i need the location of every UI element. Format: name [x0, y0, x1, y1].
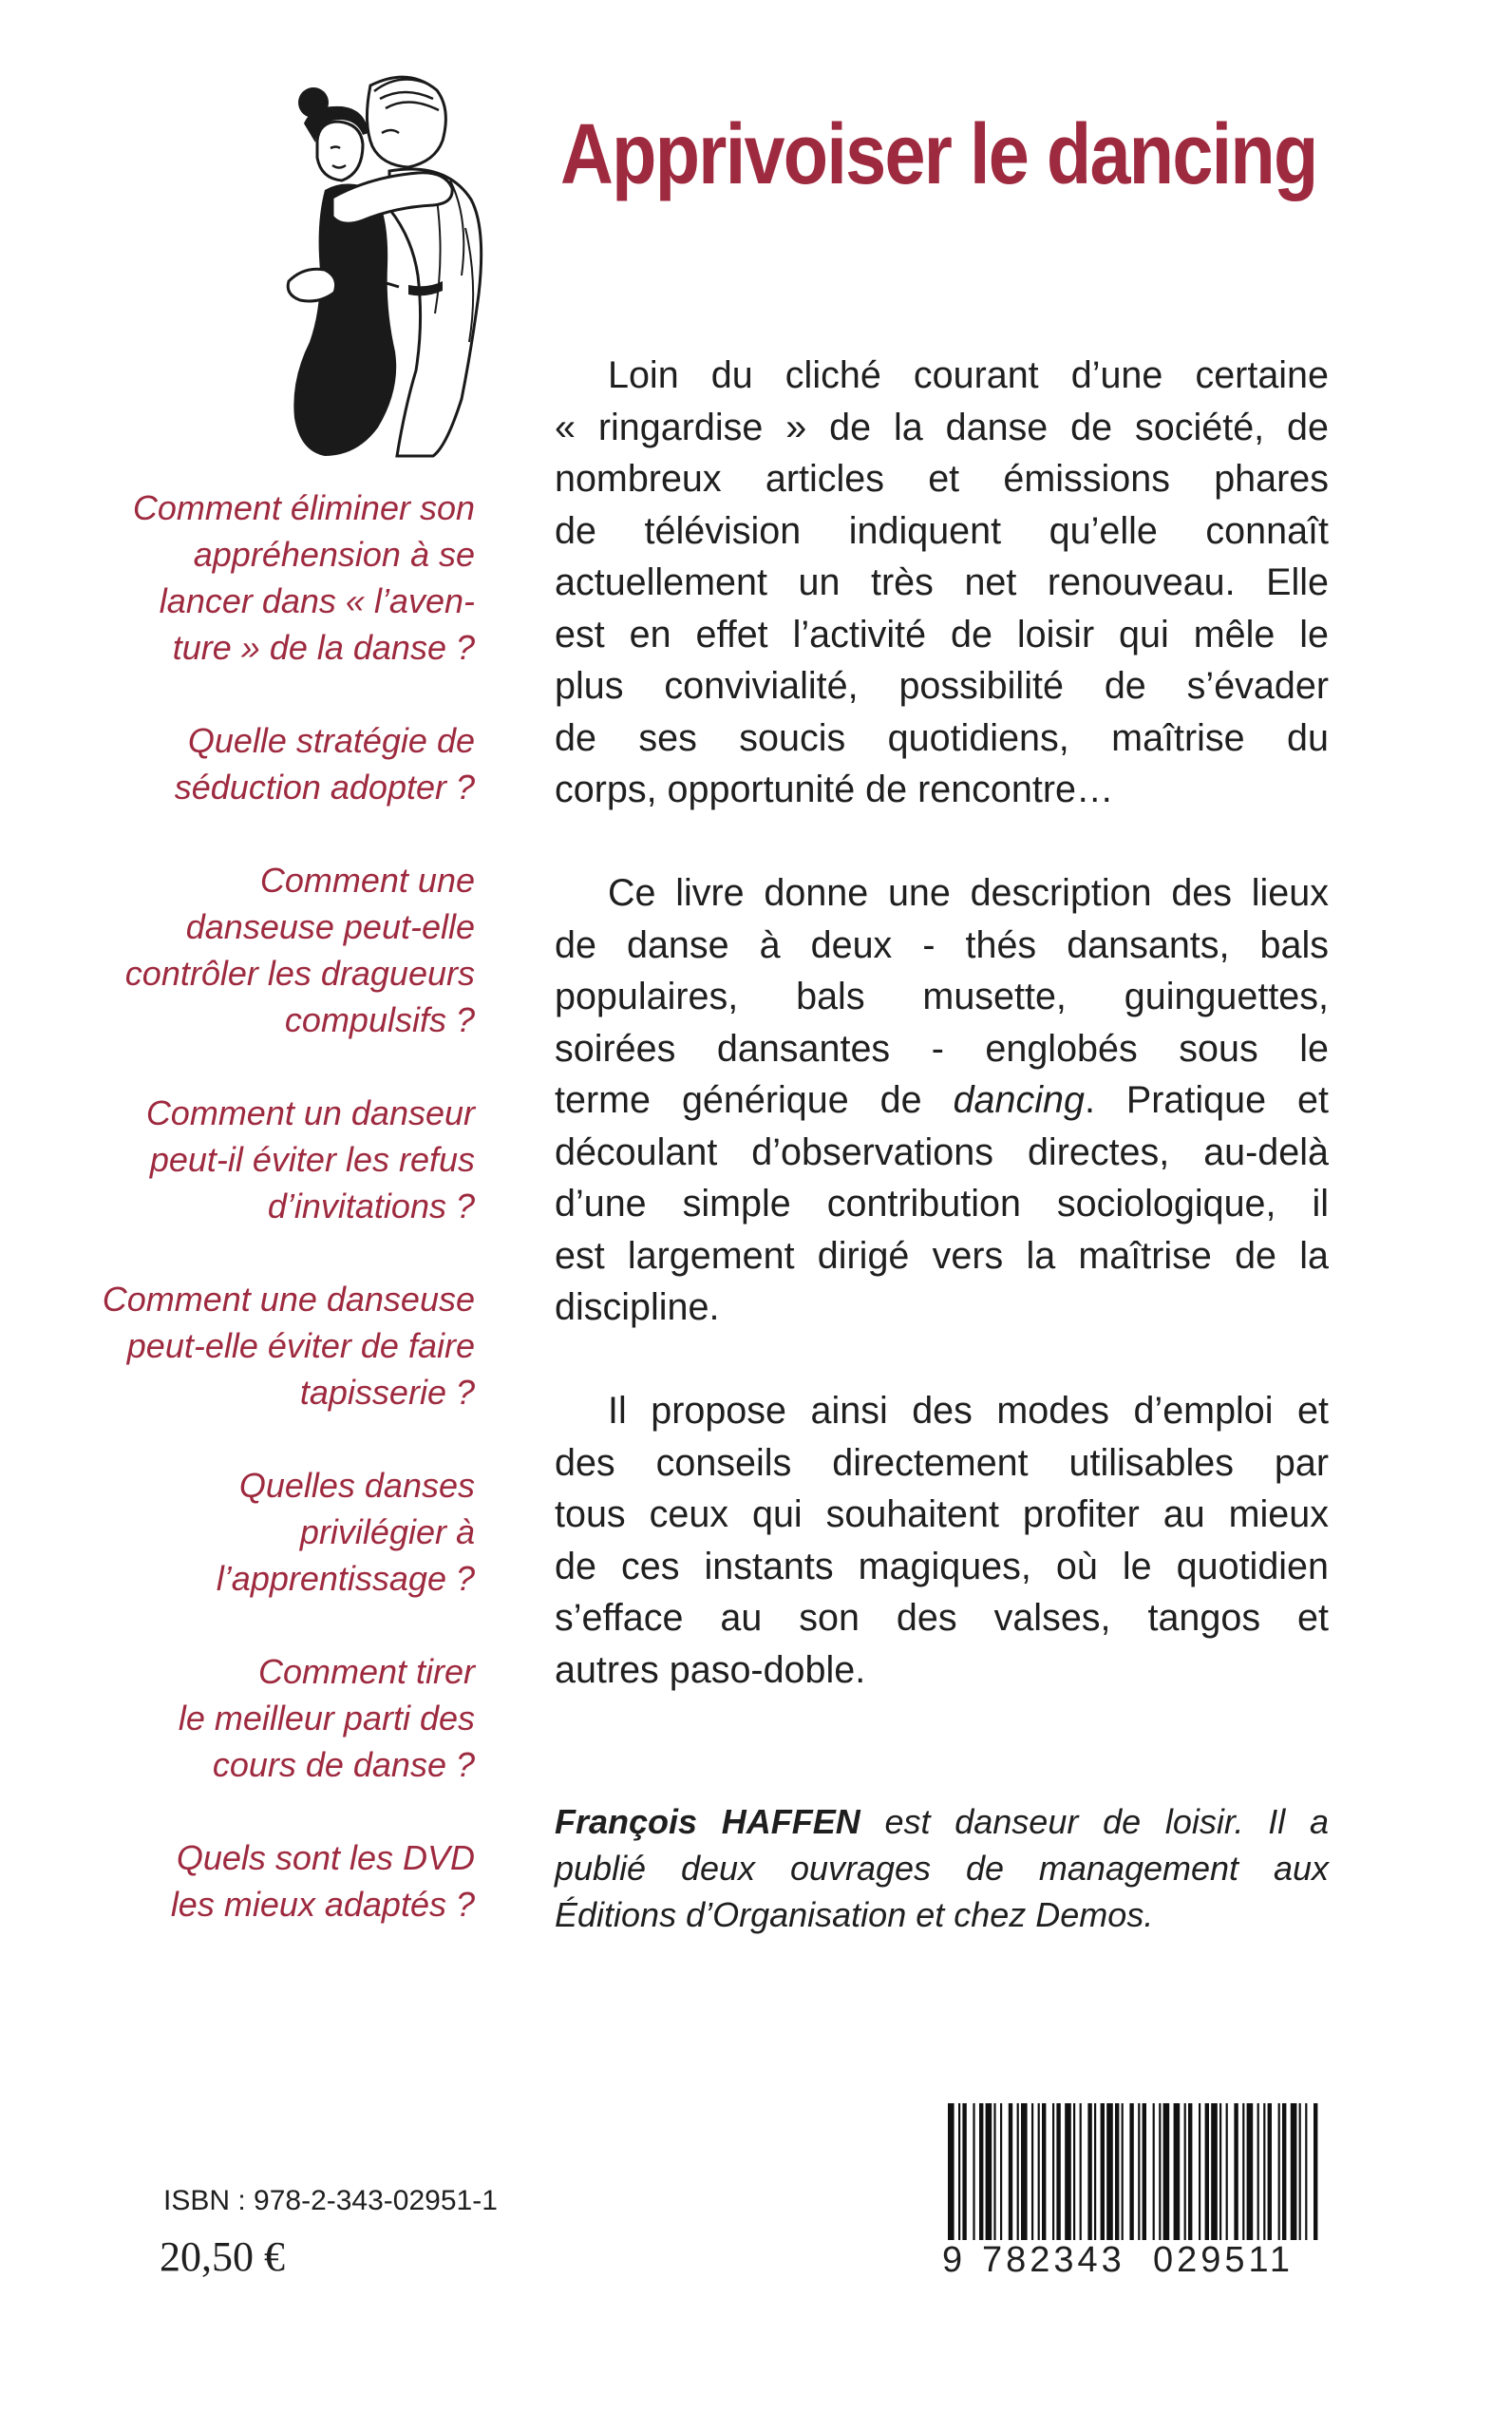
barcode-bar — [1065, 2103, 1071, 2246]
barcode-bar — [1299, 2103, 1301, 2246]
barcode-bar — [1106, 2103, 1113, 2246]
question-line: Quelle stratégie de — [187, 721, 475, 760]
barcode-bar — [1153, 2103, 1155, 2246]
barcode-bar — [1305, 2103, 1307, 2246]
barcode-bar — [1052, 2103, 1054, 2246]
question-line: séduction adopter ? — [174, 768, 475, 807]
barcode-bar — [1017, 2103, 1019, 2246]
question-line: lancer dans « l’aven- — [159, 581, 475, 620]
text-line: de télévision indiquent qu’elle connaît — [555, 509, 1329, 552]
text-line: autres paso-doble. — [555, 1648, 866, 1691]
barcode-first-digit: 9 — [942, 2240, 963, 2280]
author-bio-line: Éditions d’Organisation et chez Demos. — [555, 1895, 1154, 1934]
author-bio-text: est danseur de loisir. Il a — [860, 1802, 1329, 1841]
text-line: des conseils directement utilisables par — [555, 1441, 1329, 1484]
price: 20,50 € — [160, 2233, 285, 2280]
text-line: de danse à deux - thés dansants, bals — [555, 923, 1329, 966]
text-line: discipline. — [555, 1286, 720, 1328]
barcode-bar — [973, 2103, 974, 2246]
question-line: Comment une — [259, 861, 475, 900]
question-list — [95, 484, 475, 1974]
barcode-bar — [986, 2103, 992, 2246]
barcode-bar — [1205, 2103, 1209, 2246]
barcode-bar — [1138, 2103, 1140, 2246]
question-item — [95, 1834, 475, 1928]
barcode-bar — [1143, 2103, 1146, 2246]
barcode-bar — [1278, 2103, 1280, 2246]
text-line: corps, opportunité de rencontre… — [555, 769, 1114, 810]
question-line: appréhension à se — [193, 535, 475, 574]
text-line: de ses soucis quotidiens, maîtrise du — [555, 716, 1329, 759]
question-line: les mieux adaptés ? — [170, 1885, 475, 1924]
barcode-bar — [1174, 2103, 1181, 2246]
barcode-bar — [1031, 2103, 1033, 2246]
barcode-bar — [1042, 2103, 1046, 2246]
question-line: le meilleur parti des — [178, 1699, 475, 1738]
barcode-bar — [1000, 2103, 1002, 2246]
barcode-bar — [1056, 2103, 1060, 2246]
text-line: terme générique de dancing. Pratique et — [555, 1079, 1329, 1121]
question-line: privilégier à — [299, 1512, 475, 1551]
text-line: populaires, bals musette, guinguettes, — [555, 976, 1329, 1017]
barcode-bar — [1184, 2103, 1186, 2246]
barcode-bar — [962, 2103, 966, 2246]
question-line: Comment un danseur — [145, 1093, 475, 1132]
barcode-bar — [979, 2103, 983, 2246]
text-line: actuellement un très net renouveau. Elle — [555, 561, 1329, 603]
barcode-bar — [993, 2103, 995, 2246]
blurb-paragraph — [555, 1385, 1329, 1696]
barcode-bar — [1199, 2103, 1200, 2246]
text-line: nombreux articles et émissions phares — [555, 458, 1329, 500]
author-bio-line — [555, 1798, 1329, 1845]
question-line: Comment une danseuse — [102, 1280, 475, 1319]
barcode-bar — [1247, 2103, 1254, 2246]
text-line: est en effet l’activité de loisir qui mêle le — [555, 613, 1329, 655]
barcode-bar — [1021, 2103, 1028, 2246]
text-line: découlant d’observations directes, au-delà — [555, 1130, 1329, 1173]
barcode-bar — [1263, 2103, 1265, 2246]
barcode-bar — [1268, 2103, 1272, 2246]
text-line: Ce livre donne une description des lieux — [608, 872, 1329, 914]
barcode-bar — [1122, 2103, 1124, 2246]
text-line: plus convivialité, possibilité de s’évader — [555, 665, 1329, 707]
barcode-bar — [1257, 2103, 1259, 2246]
text-line: tous ceux qui souhaitent profiter au mieux — [555, 1493, 1329, 1535]
barcode-left-group: 782343 — [982, 2240, 1125, 2280]
question-line: d’invitations ? — [267, 1187, 475, 1225]
text-line: soirées dansantes - englobés sous le — [555, 1027, 1329, 1070]
barcode-bar — [1038, 2103, 1040, 2246]
text-line: Il propose ainsi des modes d’emploi et — [608, 1390, 1329, 1432]
question-item — [95, 1462, 475, 1602]
barcode-digits — [938, 2240, 1328, 2282]
barcode-bar — [1115, 2103, 1119, 2246]
blurb-paragraph — [555, 350, 1329, 816]
blurb-paragraph — [555, 867, 1329, 1334]
barcode-bar — [1159, 2103, 1161, 2246]
author-bio — [555, 1798, 1329, 1938]
text-line: Loin du cliché courant d’une certaine — [608, 354, 1329, 396]
barcode-bar — [1282, 2103, 1286, 2246]
blurb — [555, 350, 1329, 1748]
emphasis-word: dancing — [953, 1079, 1085, 1121]
dancing-couple-illustration — [275, 66, 513, 465]
isbn: ISBN : 978-2-343-02951-1 — [163, 2185, 498, 2216]
question-item — [95, 857, 475, 1043]
text-line: de ces instants magiques, où le quotidien — [555, 1545, 1329, 1587]
question-line: Comment tirer — [257, 1652, 475, 1691]
barcode-bar — [1009, 2103, 1012, 2246]
barcode-bar — [1087, 2103, 1091, 2246]
barcode-bar — [1242, 2103, 1244, 2246]
question-line: cours de danse ? — [212, 1745, 475, 1784]
question-line: peut-elle éviter de faire — [126, 1326, 475, 1365]
text-line: est largement dirigé vers la maîtrise de la — [555, 1234, 1329, 1277]
barcode-bar — [1073, 2103, 1075, 2246]
barcode-bar — [1101, 2103, 1105, 2246]
barcode-bar — [1234, 2103, 1238, 2246]
question-line: compulsifs ? — [284, 1000, 475, 1039]
barcode-bar — [1129, 2103, 1133, 2246]
question-line: tapisserie ? — [299, 1373, 475, 1412]
question-line: Comment éliminer son — [132, 488, 475, 527]
question-item — [95, 1276, 475, 1415]
text-line: s’efface au son des valses, tangos et — [555, 1597, 1329, 1639]
question-line: ture » de la danse ? — [172, 628, 475, 667]
question-line: contrôler les dragueurs — [124, 954, 475, 993]
barcode-bar — [1188, 2103, 1192, 2246]
barcode-right-group: 029511 — [1153, 2240, 1294, 2280]
question-item — [95, 484, 475, 671]
book-title: Apprivoiser le dancing — [560, 107, 1317, 202]
question-item — [95, 717, 475, 810]
question-item — [95, 1090, 475, 1229]
barcode-bar — [1211, 2103, 1218, 2246]
barcode-bar — [1226, 2103, 1228, 2246]
question-line: peut-il éviter les refus — [149, 1140, 475, 1179]
question-item — [95, 1648, 475, 1788]
barcode-bar — [1219, 2103, 1221, 2246]
question-line: danseuse peut-elle — [185, 907, 475, 946]
question-line: l’apprentissage ? — [216, 1559, 475, 1598]
question-line: Quelles danses — [238, 1466, 475, 1505]
text-line: d’une simple contribution sociologique, il — [555, 1183, 1329, 1225]
author-name: François HAFFEN — [555, 1802, 860, 1841]
text-line: « ringardise » de la danse de société, de — [555, 406, 1329, 448]
question-line: Quels sont les DVD — [176, 1838, 475, 1877]
barcode-bar — [1291, 2103, 1297, 2246]
author-bio-line: publié deux ouvrages de management aux — [555, 1849, 1329, 1888]
barcode-bar — [1094, 2103, 1096, 2246]
barcode-bar — [1080, 2103, 1082, 2246]
